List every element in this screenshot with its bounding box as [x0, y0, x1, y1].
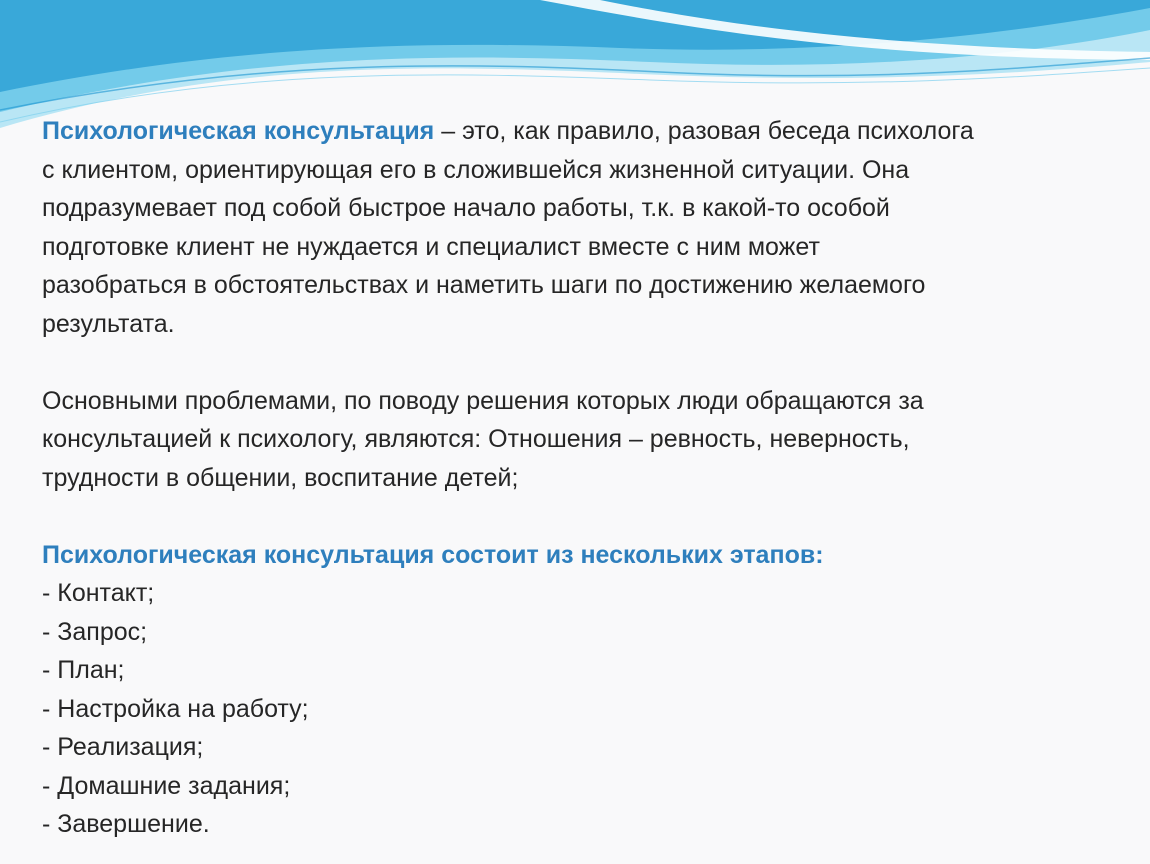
stage-item: - Домашние задания;: [42, 771, 291, 800]
stage-item: - Контакт;: [42, 579, 155, 607]
stage-item: - Реализация;: [42, 733, 204, 761]
definition-term: Психологическая консультация: [42, 117, 435, 145]
definition-line-6: результата.: [42, 309, 175, 338]
definition-line-1: Психологическая консультация – это, как правило, разовая беседа психолога: [42, 117, 974, 145]
definition-line-3: подразумевает под собой быстрое начало работы, т.к. в какой-то особой: [42, 194, 890, 222]
slide-body: [42, 112, 1122, 844]
definition-line-5: разобраться в обстоятельствах и наметить шаги по достижению желаемого: [42, 271, 926, 299]
problems-paragraph: [42, 382, 1122, 498]
problems-line-3: трудности в общении, воспитание детей;: [42, 463, 519, 492]
problems-line-1: Основными проблемами, по поводу решения которых люди обращаются за: [42, 386, 924, 415]
definition-line-2: с клиентом, ориентирующая его в сложившейся жизненной ситуации. Она: [42, 155, 910, 184]
stage-item: - Настройка на работу;: [42, 694, 309, 723]
stages-section: [42, 536, 1122, 844]
stage-item: - Завершение.: [42, 810, 210, 838]
definition-line-4: подготовке клиент не нуждается и специалист вместе с ним может: [42, 232, 820, 261]
paragraph-spacer: [42, 497, 1122, 536]
stage-item: - Запрос;: [42, 617, 148, 646]
stages-heading: Психологическая консультация состоит из нескольких этапов:: [42, 540, 824, 569]
problems-line-2: консультацией к психологу, являются: Отношения – ревность, неверность,: [42, 425, 910, 453]
paragraph-spacer: [42, 343, 1122, 382]
definition-paragraph: [42, 112, 1122, 343]
stage-item: - План;: [42, 656, 125, 684]
